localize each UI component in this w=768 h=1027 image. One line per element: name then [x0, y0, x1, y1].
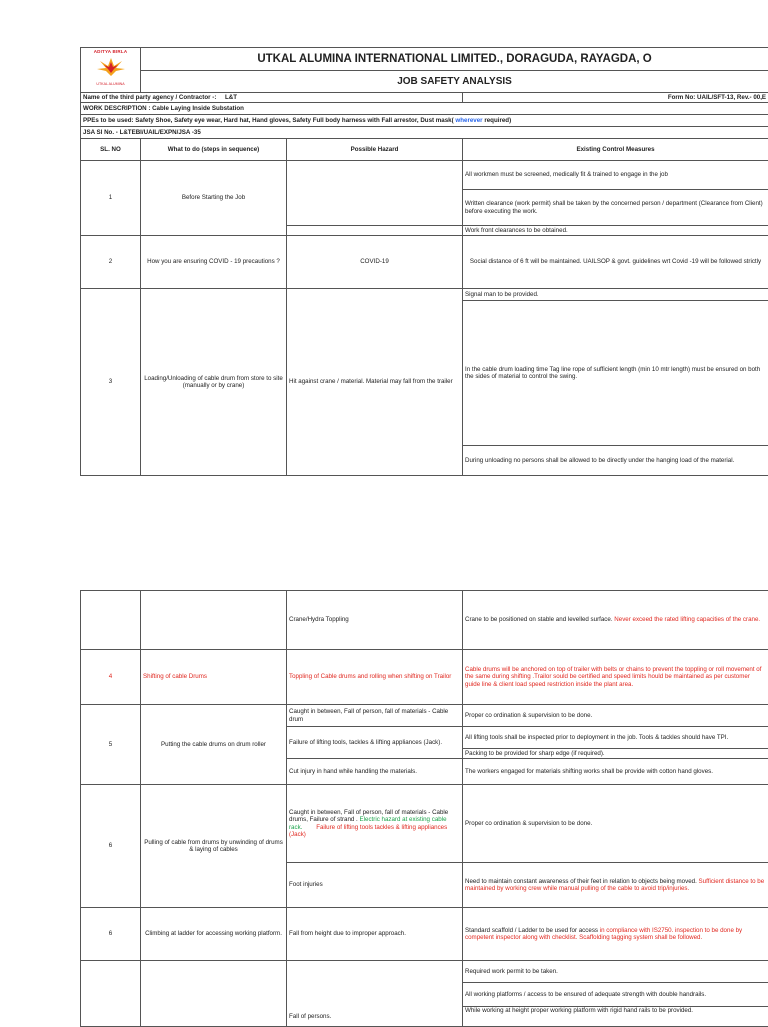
- r7-what: Climbing at ladder for accessing working platform.: [141, 908, 287, 961]
- sunburst-logo-icon: [96, 57, 126, 79]
- r5-control-3: Packing to be provided for sharp edge (if required).: [463, 749, 768, 759]
- r8-what: [141, 961, 287, 1027]
- r3b-control: [463, 591, 768, 650]
- r6-sl: 6: [81, 785, 141, 908]
- r3b-control-red: Never exceed the rated lifting capacities of the crane.: [614, 616, 760, 623]
- r6-hazard-1: [287, 785, 463, 863]
- r4-sl: 4: [81, 650, 141, 705]
- r2-control: Social distance of 6 ft will be maintained. UAILSOP & govt. guidelines wrt Covid -19 will be followed strictly: [463, 236, 768, 289]
- r4-control: Cable drums will be anchored on top of trailer with belts or chains to prevent the toppling or roll movement of the same during shifting .Trailor sould be certified and speed limits hould be maintained as per customer guide line & client load speed restriction inside the plant area.: [463, 650, 768, 705]
- col-hazard: Possible Hazard: [287, 139, 463, 161]
- r6-hazard-1-red: Failure of lifting tools tackles & lifting appliances (Jack): [289, 824, 447, 838]
- r3-control-3: During unloading no persons shall be allowed to be directly under the hanging load of the material.: [463, 446, 768, 476]
- r3-sl: 3: [81, 289, 141, 476]
- col-sl: SL. NO: [81, 139, 141, 161]
- r1-sl: 1: [81, 161, 141, 236]
- r1-what: Before Starting the Job: [141, 161, 287, 236]
- r5-sl: 5: [81, 705, 141, 785]
- company-title: UTKAL ALUMINA INTERNATIONAL LIMITED., DORAGUDA, RAYAGDA, O: [141, 48, 768, 71]
- r3-what: Loading/Unloading of cable drum from store to site (manually or by crane): [141, 289, 287, 476]
- ppe-text: PPEs to be used: Safety Shoe, Safety eye wear, Hard hat, Hand gloves, Safety Full body harness with Fall arrestor, Dust mask(: [83, 117, 454, 124]
- ppe-line: [81, 115, 768, 127]
- jsa-sheet-page-2: [80, 590, 768, 1027]
- jsa-no-value: L&TEBI/UAIL/EXPN/JSA -35: [120, 129, 201, 136]
- agency-label: Name of the third party agency / Contractor -:: [83, 94, 216, 101]
- logo-cell: [81, 48, 141, 93]
- r4-hazard: Toppling of Cable drums and rolling when shifting on Trailor: [287, 650, 463, 705]
- r6-control-2-text: Need to maintain constant awareness of their feet in relation to objects being moved.: [465, 878, 699, 885]
- logo-sub: UTKAL ALUMINA: [91, 81, 131, 88]
- r1-hazard: [287, 161, 463, 226]
- page-break: [0, 484, 768, 590]
- r6-control-2: [463, 863, 768, 908]
- jsa-table-top: [80, 47, 768, 476]
- r3b-what: [141, 591, 287, 650]
- r5-control-4: The workers engaged for materials shifting works shall be provide with cotton hand gloves.: [463, 759, 768, 785]
- r6-control-1: Proper co ordination & supervision to be done.: [463, 785, 768, 863]
- r3-control-2: In the cable drum loading time Tag line rope of sufficient length (min 10 mtr length) must be ensured on both the sides of material to control the swing.: [463, 301, 768, 446]
- r8-control-3: While working at height proper working platform with rigid hand rails to be provided.: [463, 1007, 768, 1027]
- r3b-control-text: Crane to be positioned on stable and levelled surface.: [465, 616, 614, 623]
- r5-what: Putting the cable drums on drum roller: [141, 705, 287, 785]
- agency-value: L&T: [225, 94, 237, 101]
- ppe-highlight: wherever: [454, 117, 485, 124]
- r1-control-1: All workmen must be screened, medically fit & trained to engage in the job: [463, 161, 768, 190]
- r3b-hazard: Crane/Hydra Toppling: [287, 591, 463, 650]
- ppe-end: required): [484, 117, 511, 124]
- r7-control-text: Standard scaffold / Ladder to be used for access: [465, 927, 600, 934]
- col-control: Existing Control Measures: [463, 139, 768, 161]
- r7-hazard: Fall from height due to improper approach.: [287, 908, 463, 961]
- jsa-table-bottom: [80, 590, 768, 1027]
- doc-title: JOB SAFETY ANALYSIS: [141, 70, 768, 93]
- logo-brand: ADITYA BIRLA: [91, 48, 131, 55]
- r6-hazard-2: Foot injuries: [287, 863, 463, 908]
- r2-sl: 2: [81, 236, 141, 289]
- r6-hazard-1-text: Caught in between, Fall of person, fall of materials - Cable drums, Failure of strand .: [289, 809, 448, 823]
- jsa-no-label: JSA Sl No. -: [83, 129, 120, 136]
- jsa-number: [81, 127, 768, 139]
- r5-hazard-3: Cut injury in hand while handling the materials.: [287, 759, 463, 785]
- form-no: Form No: UAIL/SFT-13, Rev.- 00,E: [463, 93, 768, 103]
- r8-control-1: Required work permit to be taken.: [463, 961, 768, 983]
- r4-what: Shifting of cable Drums: [141, 650, 287, 705]
- r8-control-2: All working platforms / access to be ensured of adequate strength with double handrails.: [463, 983, 768, 1007]
- r5-hazard-1: Caught in between, Fall of person, fall of materials - Cable drum: [287, 705, 463, 727]
- r7-sl: 6: [81, 908, 141, 961]
- r3-hazard: Hit against crane / material. Material may fall from the trailer: [287, 289, 463, 476]
- r8-hazard: Fall of persons.: [287, 961, 463, 1027]
- r6-control-2-red: Sufficient distance to be maintained by working crew while manual pulling of the cable to avoid trip/injuries.: [465, 878, 764, 892]
- r7-control: [463, 908, 768, 961]
- r5-hazard-2: Failure of lifting tools, tackles & lifting appliances (Jack).: [287, 727, 463, 759]
- aditya-birla-logo: [91, 48, 131, 92]
- r1-control-3: Work front clearances to be obtained.: [463, 226, 768, 236]
- col-what: What to do (steps in sequence): [141, 139, 287, 161]
- r3b-sl: [81, 591, 141, 650]
- r6-what: Pulling of cable from drums by unwinding of drums & laying of cables: [141, 785, 287, 908]
- agency-line: [81, 93, 463, 103]
- r8-sl: [81, 961, 141, 1027]
- r3-control-1: Signal man to be provided.: [463, 289, 768, 301]
- r7-control-red: in compliance with IS2750. inspection to be done by competent inspector along with checklist. Scaffolding tagging system shall be followed.: [465, 927, 742, 941]
- r2-hazard: COVID-19: [287, 236, 463, 289]
- r5-control-2: All lifting tools shall be inspected prior to deployment in the job. Tools & tackles should have TPI.: [463, 727, 768, 749]
- r5-control-1: Proper co ordination & supervision to be done.: [463, 705, 768, 727]
- r6-hazard-1-green: Electric hazard at existing cable rack.: [289, 816, 447, 830]
- work-description: WORK DESCRIPTION : Cable Laying Inside Substation: [81, 103, 768, 115]
- r1-hazard-3: [287, 226, 463, 236]
- r1-control-2: Written clearance (work permit) shall be taken by the concerned person / department (Clearance from Client) before executing the work.: [463, 190, 768, 226]
- r2-what: How you are ensuring COVID - 19 precautions ?: [141, 236, 287, 289]
- jsa-sheet-page-1: [80, 47, 768, 476]
